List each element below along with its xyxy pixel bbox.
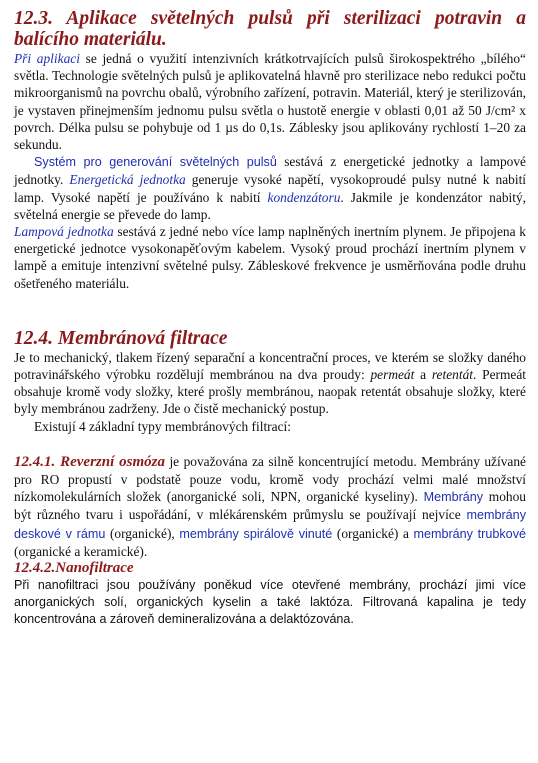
section-heading-12-4-2: 12.4.2.Nanofiltrace xyxy=(14,560,134,577)
section-heading-12-4-1: 12.4.1. Reverzní osmóza xyxy=(14,453,165,470)
paragraph-pulse-system: Systém pro generování světelných pulsů sestává z energetické jednotky a lampové jednotky. Energetická jednotka generuje vysoké napětí, vysokoproudé pulsy nutné k nabití lamp. Vysoké napětí je používáno k nabití kondenzátoru. Jakmile je kondenzátor nabitý, světelná energie se převede do lamp. xyxy=(14,154,527,222)
paragraph-membrane-filtration: Je to mechanický, tlakem řízený separační a koncentrační proces, ve kterém se složky daného potravinářského výrobku rozdělují membránou na dva proudy: permeát a retentát. Permeát obsahuje kromě vody složky, které prošly membránou, naopak retentát obsahuje složky, které byly membránou zadrženy. Jde o čistě mechanický postup. xyxy=(14,349,526,417)
term-tubular-membranes: membrány trubkové xyxy=(413,526,526,541)
term-spiral-membranes: membrány spirálově vinuté xyxy=(179,526,333,541)
term-retentate: retentát xyxy=(431,367,473,383)
term-lamp-unit: Lampová jednotka xyxy=(14,224,114,240)
paragraph-lamp-unit: Lampová jednotka sestává z jedné nebo více lamp naplněných inertním plynem. Je připojena k energetické jednotce vysokonapěťovým kabelem. Vysoký proud prochází inertním plynem v lampě a emituje intenzivní světelné pulsy. Zábleskové frekvence je usměrňována podle druhu ošetřeného materiálu. xyxy=(14,224,526,291)
paragraph-reverse-osmosis: 12.4.1. Reverzní osmóza je považována za silně koncentrující metodu. Membrány užívané pro RO propustí v podstatě pouze vodu, kromě vody prochází velmi malé množství nízkomolekulárních složek (anorganické soli, NPN, organické kyseliny). Membrány mohou být různého tvaru i uspořádání, v mlékárenském průmyslu se používají nejvíce membrány deskové v rámu (organické), membrány spirálově vinuté (organické) a membrány trubkové (organické a keramické). xyxy=(14,453,526,559)
section-heading-12-4: 12.4. Membránová filtrace xyxy=(14,327,228,349)
term-energy-unit: Energetická jednotka xyxy=(69,172,186,188)
paragraph-filtration-types: Existují 4 základní typy membránových filtrací: xyxy=(34,418,291,434)
section-heading-12-3: 12.3. Aplikace světelných pulsů při sterilizaci potravin a balícího materiálu. xyxy=(14,8,526,50)
term-membranes: Membrány xyxy=(423,490,484,505)
term-pulse-system: Systém pro generování světelných pulsů xyxy=(34,155,277,170)
term-permeate: permeát xyxy=(370,367,415,383)
paragraph-light-pulses-intro: Při aplikaci se jedná o využití intenzivních krátkotrvajících pulsů širokospektrého „bílého“ světla. Technologie světelných pulsů je aplikovatelná hlavně pro sterilizace nebo redukci počtu mikroorganismů na povrchu obalů, výrobního zařízení, potravin. Materiál, který je sterilizován, je vystaven přinejmenším jednomu pulsu světla o hustotě energie v oblasti 0,01 až 50 J/cm² x povrch. Délka pulsu se pohybuje od 1 µs do 0,1s. Záblesky jsou aplikovány rychlostí 1–20 za sekundu. xyxy=(14,51,526,153)
term-plate-membranes: membrány deskové v rámu xyxy=(14,508,526,541)
paragraph-nanofiltration: Při nanofiltraci jsou používány poněkud více otevřené membrány, prochází jimi více anorganických solí, organických kyselin a také laktóza. Filtrovaná kapalina je tedy koncentrována a zároveň demineralizována a delaktózována. xyxy=(14,578,526,627)
term-capacitor: kondenzátoru xyxy=(267,189,341,205)
term-application: Při aplikaci xyxy=(14,51,80,66)
